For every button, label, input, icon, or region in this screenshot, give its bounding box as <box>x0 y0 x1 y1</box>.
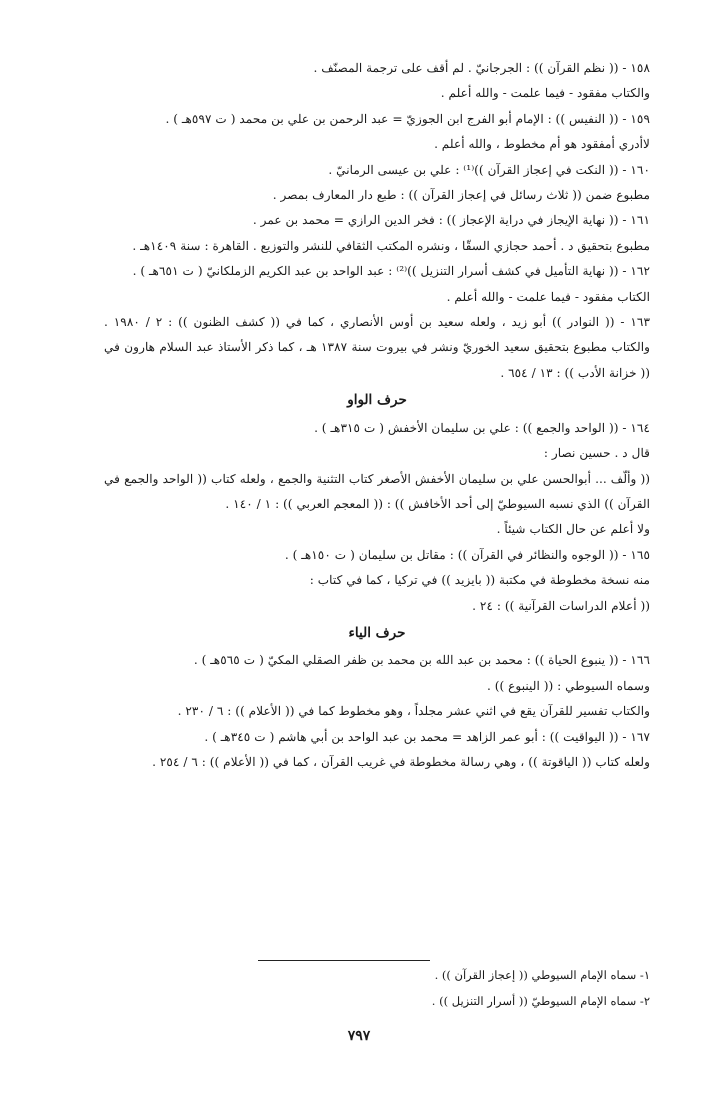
entry-164-quote: (( وألّف ... أبوالحسن علي بن سليمان الأخفش الأصغر كتاب التثنية والجمع ، ولعله كتاب (( الواحد والجمع في <box>104 471 650 486</box>
section-heading-waw: حرف الواو <box>347 392 407 409</box>
footnotes <box>104 962 650 1014</box>
entry-165: ١٦٥ - (( الوجوه والنظائر في القرآن )) : مقاتل بن سليمان ( ت ١٥٠هـ ) . <box>284 547 650 562</box>
entry-163-note: والكتاب مطبوع بتحقيق سعيد الخوريّ ونشر في بيروت سنة ١٣٨٧ هـ ، كما ذكر الأستاذ عبد السلام هارون في <box>104 340 650 355</box>
entry-167-note: ولعله كتاب (( الياقوتة )) ، وهي رسالة مخطوطة في غريب القرآن ، كما في (( الأعلام )) : ٦ / ٢٥٤ . <box>152 754 650 769</box>
entry-160-note: مطبوع ضمن (( ثلاث رسائل في إعجاز القرآن )) : طبع دار المعارف بمصر . <box>272 188 650 203</box>
entry-161: ١٦١ - (( نهاية الإيجاز في دراية الإعجاز )) : فخر الدين الرازي = محمد بن عمر . <box>252 213 650 228</box>
entry-160: ١٦٠ - (( النكت في إعجاز القرآن ))⁽¹⁾ : علي بن عيسى الرمانيّ . <box>328 162 650 177</box>
footnote-separator <box>258 960 430 961</box>
main-text <box>104 56 650 775</box>
entry-167: ١٦٧ - (( اليواقيت )) : أبو عمر الزاهد = محمد بن عبد الواحد بن أبي هاشم ( ت ٣٤٥هـ ) . <box>204 729 650 744</box>
entry-166-note-2: والكتاب تفسير للقرآن يقع في اثني عشر مجلداً ، وهو مخطوط كما في (( الأعلام )) : ٦ / ٢٣٠ . <box>177 704 650 719</box>
entry-165-note: منه نسخة مخطوطة في مكتبة (( بايزيد )) في تركيا ، كما في كتاب : <box>309 573 650 588</box>
entry-161-note: مطبوع بتحقيق د . أحمد حجازي السقّا ، ونشره المكتب الثقافي للنشر والتوزيع . القاهرة : سنة ١٤٠٩هـ . <box>132 238 650 253</box>
entry-159-note: لاأدري أمفقود هو أم مخطوط ، والله أعلم . <box>434 137 650 152</box>
entry-166: ١٦٦ - (( ينبوع الحياة )) : محمد بن عبد الله بن محمد بن ظفر الصقلي المكيّ ( ت ٥٦٥هـ ) . <box>193 653 650 668</box>
footnote-2: ٢- سماه الإمام السيوطيّ (( أسرار التنزيل )) . <box>431 994 650 1008</box>
page-number: ٧٩٧ <box>347 1028 371 1044</box>
entry-162: ١٦٢ - (( نهاية التأميل في كشف أسرار التنزيل ))⁽²⁾ : عبد الواحد بن عبد الكريم الزملكانيّ ( ت ٦٥١هـ ) . <box>132 264 650 279</box>
entry-164-note: ولا أعلم عن حال الكتاب شيئاً . <box>496 522 650 537</box>
entry-164-quote-end: القرآن )) الذي نسبه السيوطيّ إلى أحد الأخافش )) : (( المعجم العربي )) : ١ / ١٤٠ . <box>225 496 650 511</box>
entry-164: ١٦٤ - (( الواحد والجمع )) : علي بن سليمان الأخفش ( ت ٣١٥هـ ) . <box>314 420 650 435</box>
entry-159: ١٥٩ - (( النفيس )) : الإمام أبو الفرج ابن الجوزيّ = عبد الرحمن بن علي بن محمد ( ت ٥٩٧هـ ) . <box>165 111 650 126</box>
entry-164-quote-intro: قال د . حسين نصار : <box>543 446 650 461</box>
section-heading-ya: حرف الياء <box>348 624 406 641</box>
footnote-1: ١- سماه الإمام السيوطي (( إعجاز القرآن )) . <box>434 968 650 982</box>
entry-158-note: والكتاب مفقود - فيما علمت - والله أعلم . <box>440 86 650 101</box>
entry-165-note-end: (( أعلام الدراسات القرآنية )) : ٢٤ . <box>472 598 650 613</box>
entry-163: ١٦٣ - (( النوادر )) أبو زيد ، ولعله سعيد بن أوس الأنصاري ، كما في (( كشف الظنون )) : ٢ / ١٩٨٠ . <box>104 315 650 330</box>
entry-162-note: الكتاب مفقود - فيما علمت - والله أعلم . <box>446 289 650 304</box>
entry-163-note-end: (( خزانة الأدب )) : ١٣ / ٦٥٤ . <box>500 365 650 380</box>
entry-166-note: وسماه السيوطي : (( الينبوع )) . <box>487 678 650 693</box>
entry-158: ١٥٨ - (( نظم القرآن )) : الجرجانيّ . لم أقف على ترجمة المصنّف . <box>313 61 650 75</box>
